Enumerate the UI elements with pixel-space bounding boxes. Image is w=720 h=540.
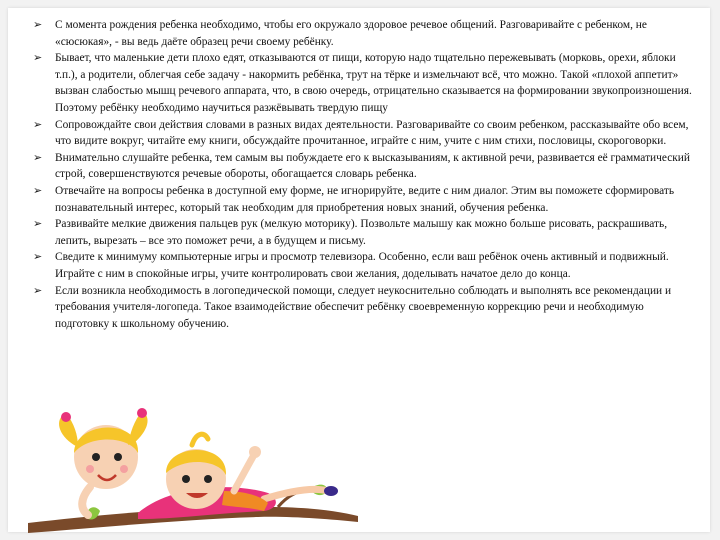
arrowhead-bullet-icon: ➢ [33, 117, 43, 131]
girl-bow-right [137, 408, 147, 418]
girl-shoe [324, 486, 338, 496]
girl-cheek [120, 465, 128, 473]
list-item [33, 17, 693, 50]
bullet-list [33, 17, 693, 332]
girl-eye-left [92, 453, 100, 461]
boy-eye-right [204, 475, 212, 483]
arrowhead-bullet-icon: ➢ [33, 183, 43, 197]
arrowhead-bullet-icon: ➢ [33, 217, 43, 231]
girl-arm [82, 487, 90, 515]
boy-eye-left [182, 475, 190, 483]
list-item [33, 283, 693, 333]
bullet-text: Развивайте мелкие движения пальцев рук (мелкую моторику). Позвольте малышу как можно больше рисовать, раскрашивать, лепить, вырезать – все это поможет речи, а в будущем и письму. [55, 218, 668, 247]
list-item [33, 249, 693, 282]
girl-cheek [86, 465, 94, 473]
boy-hand [249, 446, 261, 458]
bullet-text: Отвечайте на вопросы ребенка в доступной ему форме, не игнорируйте, ведите с ним диалог. Этим вы поможете сформировать познавательный интерес, который так необходим для приобретения новых знаний, обучения ребенка. [55, 184, 675, 214]
boy-hair-tuft [192, 434, 208, 445]
bullet-text: Сведите к минимуму компьютерные игры и просмотр телевизора. Особенно, если ваш ребёнок очень активный и подвижный. Играйте с ним в спокойные игры, учите контролировать свои желания, доделывать начатое дело до конца. [55, 251, 669, 280]
girl-eye-right [114, 453, 122, 461]
arrowhead-bullet-icon: ➢ [33, 283, 43, 297]
list-item [33, 150, 693, 183]
two-children-lying-on-branch-illustration [28, 395, 358, 540]
bullet-text: С момента рождения ребенка необходимо, чтобы его окружало здоровое речевое общений. Разговаривайте с ребенком, не «сюсюкая», - вы ведь даёте образец речи своему ребёнку. [55, 19, 647, 48]
list-item [33, 216, 693, 249]
arrowhead-bullet-icon: ➢ [33, 51, 43, 65]
bullet-text: Если возникла необходимость в логопедической помощи, следует неукоснительно соблюдать и выполнять все рекомендации и требования учителя-логопеда. Такое взаимодействие обеспечит ребёнку своевременную коррекцию речи и необходимую подготовку к школьному обучению. [55, 284, 672, 330]
arrowhead-bullet-icon: ➢ [33, 18, 43, 31]
list-item [33, 50, 693, 116]
arrowhead-bullet-icon: ➢ [33, 250, 43, 264]
boy-arm [234, 455, 254, 491]
list-item [33, 117, 693, 150]
girl-bow-left [61, 412, 71, 422]
bullet-text: Внимательно слушайте ребенка, тем самым вы побуждаете его к высказываниям, к активной речи, развивается её грамматический строй, совершенствуются речевые обороты, обогащается словарь ребенка. [55, 151, 690, 181]
list-item [33, 183, 693, 216]
bullet-text: Сопровождайте свои действия словами в разных видах деятельности. Разговаривайте со своим ребенком, рассказывайте обо всем, что видите вокруг, читайте ему книги, обсуждайте прочитанное, играйте с ним, учите с ним стихи, пословицы, скороговорки. [55, 118, 689, 148]
bullet-text: Бывает, что маленькие дети плохо едят, отказываются от пищи, которую надо тщательно пережевывать (морковь, орехи, яблоки т.п.), а родители, облегчая себе задачу - накормить ребёнка, трут на тёрке и измельчают всё, что можно. Такой «плохой аппетит» вызван слабостью мышц речевого аппарата, что, в свою очередь, отрицательно сказывается на формировании звукопроизношения. Поэтому ребёнку необходимо научиться разжёвывать твердую пищу [55, 52, 692, 114]
arrowhead-bullet-icon: ➢ [33, 150, 43, 164]
